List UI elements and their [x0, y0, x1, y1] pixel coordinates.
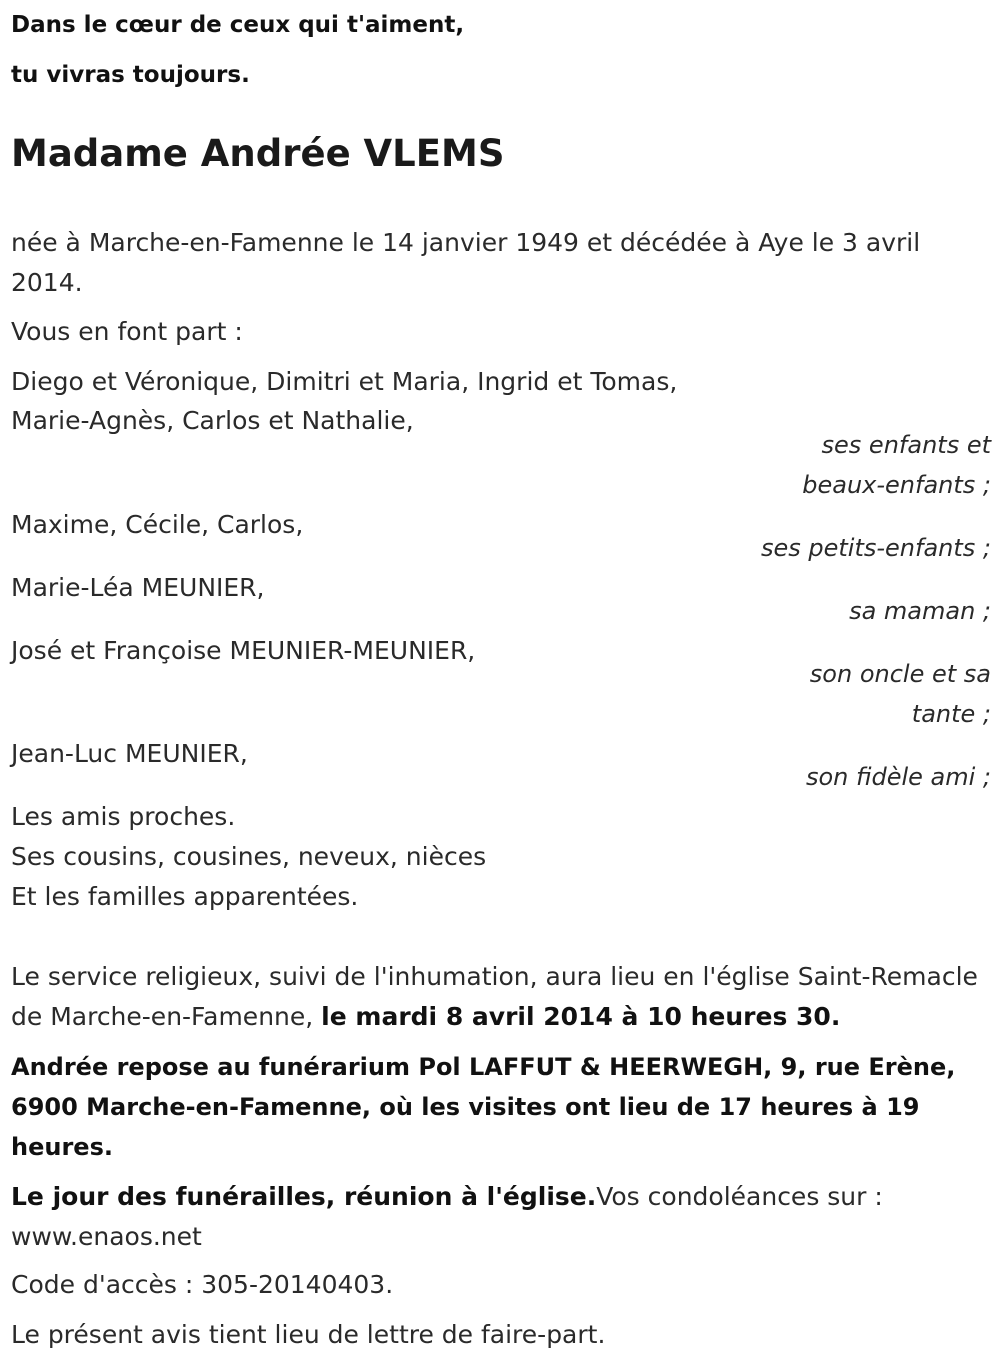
service-text: Le service religieux, suivi de l'inhumation, aura lieu en l'église Saint-Remacle de Marche-en-Famenne,	[11, 962, 978, 1031]
others-line-2: Ses cousins, cousines, neveux, nièces	[11, 842, 487, 871]
epigraph-line-1: Dans le cœur de ceux qui t'aiment,	[11, 12, 465, 38]
family-names-grandchildren: Maxime, Cécile, Carlos,	[11, 510, 304, 539]
service-paragraph	[11, 957, 981, 1037]
epigraph-line-2: tu vivras toujours.	[11, 62, 250, 88]
others-line-1: Les amis proches.	[11, 802, 236, 831]
condolences-text: Vos condoléances sur : www.enaos.net	[11, 1182, 883, 1251]
closing-text: Le présent avis tient lieu de lettre de faire-part.	[11, 1320, 606, 1349]
family-names-mother: Marie-Léa MEUNIER,	[11, 573, 265, 602]
family-names-friend: Jean-Luc MEUNIER,	[11, 739, 248, 768]
deceased-name: Madame Andrée VLEMS	[11, 132, 505, 175]
family-relation-children: ses enfants et beaux-enfants ;	[802, 431, 991, 499]
meeting-text: Le jour des funérailles, réunion à l'église.	[11, 1182, 597, 1211]
others-line-3: Et les familles apparentées.	[11, 882, 359, 911]
funerarium-text: Andrée repose au funérarium Pol LAFFUT & HEERWEGH, 9, rue Erène, 6900 Marche-en-Famenne, où les visites ont lieu de 17 heures à 19 heures.	[11, 1053, 956, 1161]
access-code: Code d'accès : 305-20140403.	[11, 1270, 394, 1299]
family-names-children-2: Marie-Agnès, Carlos et Nathalie,	[11, 406, 414, 435]
service-datetime: le mardi 8 avril 2014 à 10 heures 30.	[321, 1002, 841, 1031]
meeting-paragraph	[11, 1177, 981, 1257]
family-names-uncle-aunt: José et Françoise MEUNIER-MEUNIER,	[11, 636, 476, 665]
birth-death-text: née à Marche-en-Famenne le 14 janvier 1949 et décédée à Aye le 3 avril 2014.	[11, 228, 921, 297]
family-relation-mother: sa maman ;	[849, 597, 991, 625]
family-names-children-1: Diego et Véronique, Dimitri et Maria, Ingrid et Tomas,	[11, 367, 678, 396]
family-relation-friend: son fidèle ami ;	[805, 763, 991, 791]
announce-text: Vous en font part :	[11, 317, 243, 346]
family-relation-grandchildren: ses petits-enfants ;	[760, 534, 991, 562]
family-relation-uncle-aunt: son oncle et sa tante ;	[809, 660, 991, 728]
